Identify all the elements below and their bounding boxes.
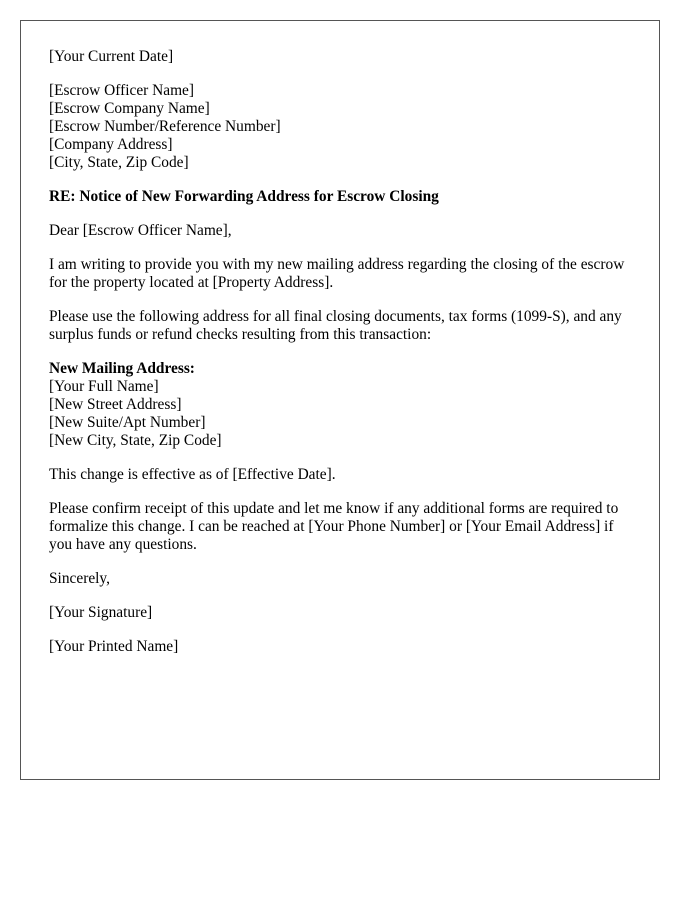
- recipient-company-name: [Escrow Company Name]: [49, 100, 210, 117]
- letter-salutation: Dear [Escrow Officer Name],: [49, 222, 232, 239]
- new-address-street: [New Street Address]: [49, 396, 182, 413]
- recipient-escrow-number: [Escrow Number/Reference Number]: [49, 118, 281, 135]
- recipient-city-state-zip: [City, State, Zip Code]: [49, 154, 189, 171]
- letter-subject: RE: Notice of New Forwarding Address for Escrow Closing: [49, 188, 439, 205]
- new-address-block: [49, 360, 639, 450]
- letter-paragraph-intro: I am writing to provide you with my new mailing address regarding the closing of the escrow for the property located at [Property Address].: [49, 256, 625, 291]
- letter-date-block: [49, 48, 639, 66]
- letter-printed-name: [Your Printed Name]: [49, 638, 179, 655]
- letter-paragraph-confirmation: Please confirm receipt of this update and let me know if any additional forms are required to formalize this change. I can be reached at [Your Phone Number] or [Your Email Address] if you have any questions.: [49, 500, 619, 553]
- recipient-address-block: [49, 82, 639, 172]
- new-address-heading: New Mailing Address:: [49, 360, 195, 377]
- new-address-suite: [New Suite/Apt Number]: [49, 414, 206, 431]
- letter-body: [49, 48, 639, 672]
- letter-paragraph-instructions: Please use the following address for all final closing documents, tax forms (1099-S), and any surplus funds or refund checks resulting from this transaction:: [49, 308, 622, 343]
- recipient-officer-name: [Escrow Officer Name]: [49, 82, 195, 99]
- letter-paragraph-effective-date: This change is effective as of [Effective Date].: [49, 466, 336, 483]
- letter-closing: Sincerely,: [49, 570, 110, 587]
- recipient-company-address: [Company Address]: [49, 136, 173, 153]
- new-address-full-name: [Your Full Name]: [49, 378, 159, 395]
- letter-date: [Your Current Date]: [49, 48, 174, 65]
- new-address-city-state-zip: [New City, State, Zip Code]: [49, 432, 222, 449]
- letter-signature: [Your Signature]: [49, 604, 153, 621]
- letter-page: [20, 20, 660, 780]
